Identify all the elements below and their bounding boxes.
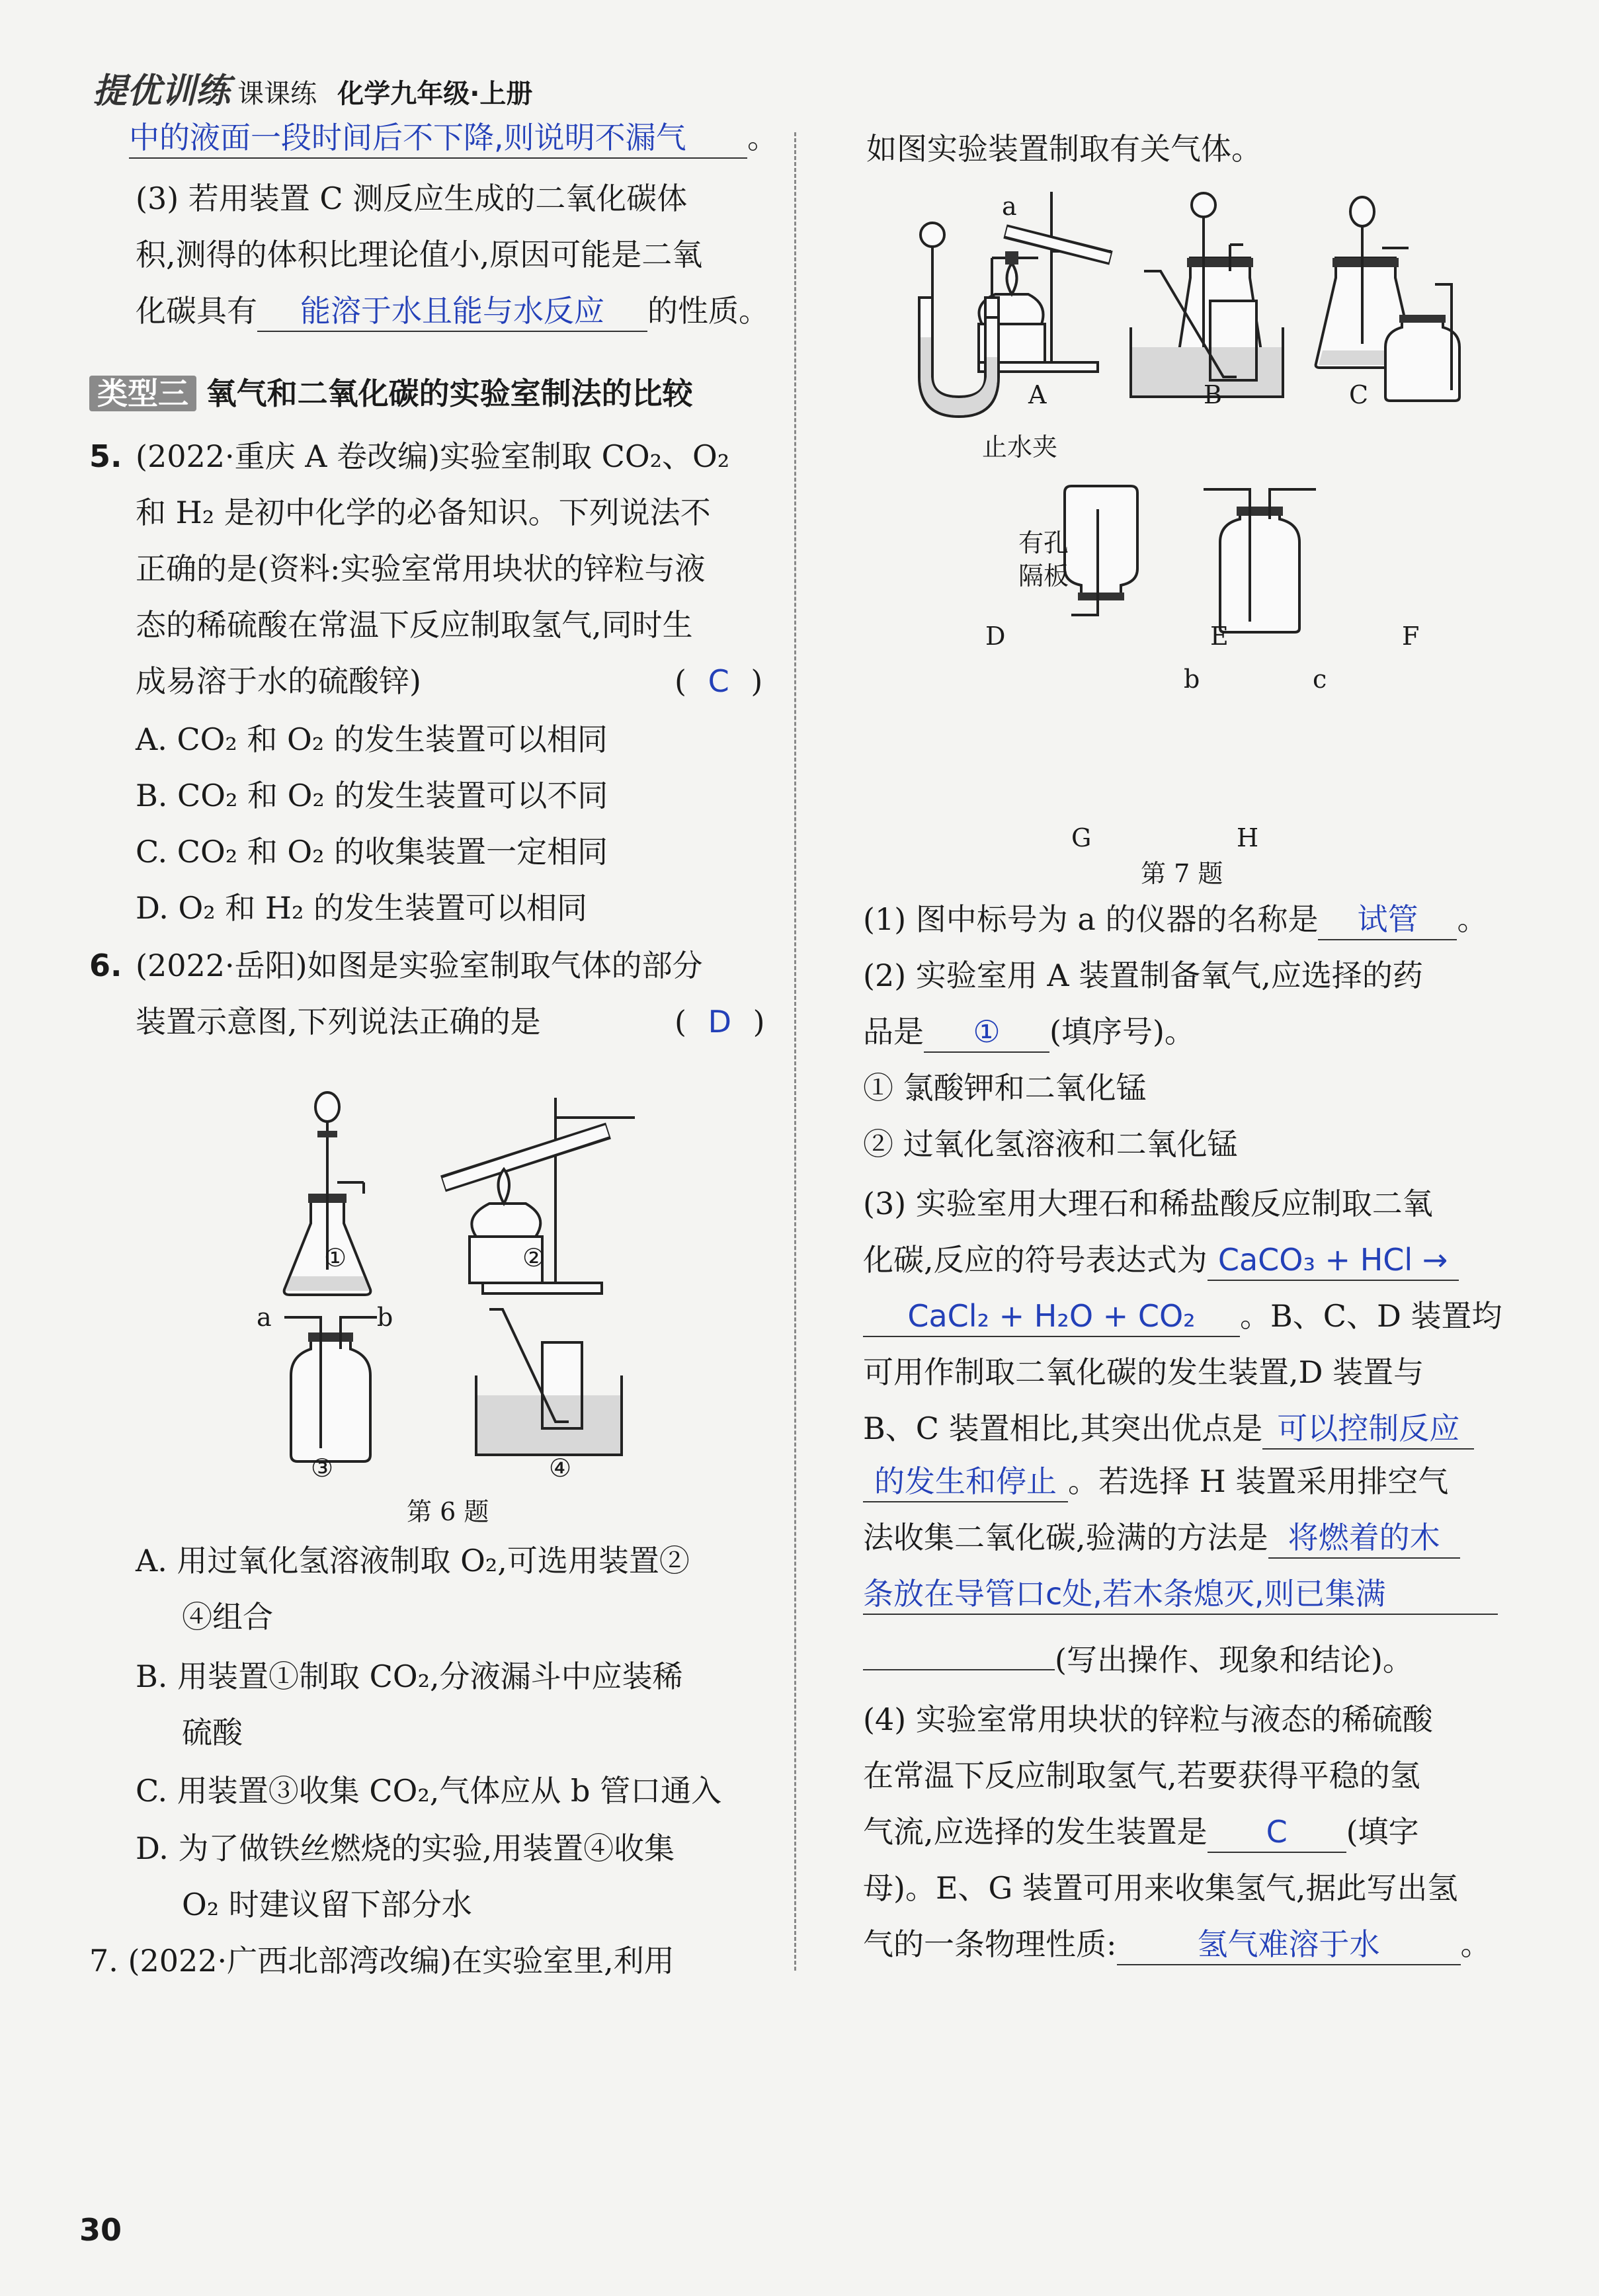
answer-blank: 中的液面一段时间后不下降,则说明不漏气 xyxy=(129,118,747,159)
text: 气的一条物理性质: xyxy=(863,1926,1117,1962)
q6-option-b-cont: 硫酸 xyxy=(182,1715,243,1750)
q6-answer-paren xyxy=(675,1002,765,1042)
text: (写出操作、现象和结论)。 xyxy=(1055,1642,1413,1678)
page-number: 30 xyxy=(79,2212,122,2248)
paren: ) xyxy=(751,663,763,699)
q6-option-d: D. 为了做铁丝燃烧的实验,用装置④收集 xyxy=(136,1830,675,1866)
apparatus-G xyxy=(1065,486,1137,615)
label-4: ④ xyxy=(549,1454,572,1483)
port-b: b xyxy=(377,1303,393,1332)
section-tag: 类型三 xyxy=(89,376,196,411)
q6-answer: D xyxy=(708,1004,731,1040)
section-heading xyxy=(89,374,693,413)
q7-part1 xyxy=(863,899,1487,940)
app-label-E: E xyxy=(1210,622,1229,651)
answer-blank: 将燃着的木 xyxy=(1268,1518,1460,1559)
text: 的性质。 xyxy=(647,293,769,329)
q7-part3-cont xyxy=(863,1461,1448,1502)
app-label-F: F xyxy=(1402,622,1420,651)
label-3: ③ xyxy=(311,1454,334,1483)
q6-option-a: A. 用过氧化氢溶液制取 O₂,可选用装置② xyxy=(136,1543,690,1578)
q7-part3-cont xyxy=(863,1518,1460,1559)
apparatus-H xyxy=(1204,489,1316,632)
brand-logo: 提优训练 xyxy=(93,71,231,111)
text: 化碳,反应的符号表达式为 xyxy=(863,1242,1208,1278)
answer-blank: 可以控制反应 xyxy=(1262,1409,1474,1450)
text: (填字 xyxy=(1346,1814,1419,1850)
q6-option-c: C. 用装置③收集 CO₂,气体应从 b 管口通入 xyxy=(136,1773,722,1809)
q6-option-d-cont: O₂ 时建议留下部分水 xyxy=(182,1887,472,1922)
book-title: 化学九年级·上册 xyxy=(337,79,533,109)
text: 。 xyxy=(1460,1926,1491,1962)
q7-part3-cont xyxy=(863,1240,1459,1281)
app-label-C: C xyxy=(1349,380,1369,409)
label-a: a xyxy=(1002,192,1017,221)
text: B、C 装置相比,其突出优点是 xyxy=(863,1411,1263,1446)
text: 品是 xyxy=(863,1014,924,1049)
text: (填序号)。 xyxy=(1049,1014,1195,1049)
q6-option-a-cont: ④组合 xyxy=(182,1599,273,1635)
label-plate-2: 隔板 xyxy=(1018,561,1069,591)
q5-answer-paren xyxy=(675,661,762,701)
q7-caption: 第 7 题 xyxy=(1141,859,1223,888)
answer-blank: 的发生和停止 xyxy=(863,1461,1068,1502)
text-line: 积,测得的体积比理论值小,原因可能是二氧 xyxy=(136,237,703,272)
q7-part4-cont xyxy=(863,1924,1491,1965)
q7-part4-cont: 母)。E、G 装置可用来收集氢气,据此写出氢 xyxy=(863,1870,1458,1906)
text: (1) 图中标号为 a 的仪器的名称是 xyxy=(863,901,1319,937)
q5-option-c: C. CO₂ 和 O₂ 的收集装置一定相同 xyxy=(136,834,608,870)
label-plate-1: 有孔 xyxy=(1018,528,1069,557)
label-c: c xyxy=(1313,665,1327,694)
paren: ( xyxy=(675,1004,686,1040)
q7-part3: (3) 实验室用大理石和稀盐酸反应制取二氧 xyxy=(863,1186,1433,1221)
q7-part4-cont: 在常温下反应制取氢气,若要获得平稳的氢 xyxy=(863,1758,1420,1793)
label-1: ① xyxy=(324,1243,347,1272)
q7-part2: (2) 实验室用 A 装置制备氧气,应选择的药 xyxy=(863,958,1423,993)
text: 。若选择 H 装置采用排空气 xyxy=(1068,1463,1449,1499)
column-divider xyxy=(794,132,796,1971)
q5-line: 态的稀硫酸在常温下反应制取氢气,同时生 xyxy=(136,607,693,643)
q7-part4: (4) 实验室常用块状的锌粒与液态的稀硫酸 xyxy=(863,1702,1433,1737)
q6-number: 6. xyxy=(89,948,122,983)
app-label-B: B xyxy=(1204,380,1222,409)
answer-blank: CaCO₃ + HCl → xyxy=(1208,1240,1459,1281)
q5-number: 5. xyxy=(89,438,122,474)
section-title: 氧气和二氧化碳的实验室制法的比较 xyxy=(206,376,693,411)
text: 。 xyxy=(1457,901,1488,937)
text: 。B、C、D 装置均 xyxy=(1240,1298,1502,1334)
text-line: (3) 若用装置 C 测反应生成的二氧化碳体 xyxy=(136,181,688,216)
q7-line: 7. (2022·广西北部湾改编)在实验室里,利用 xyxy=(89,1943,675,1979)
series-name: 课课练 xyxy=(237,79,317,109)
text: 法收集二氧化碳,验满的方法是 xyxy=(863,1520,1268,1555)
answer-blank: 氢气难溶于水 xyxy=(1117,1924,1461,1965)
app-label-A: A xyxy=(1028,380,1047,409)
answer-blank: CaCl₂ + H₂O + CO₂ xyxy=(863,1296,1240,1337)
app-label-H: H xyxy=(1237,823,1259,852)
apparatus-3-bottle xyxy=(284,1317,377,1461)
q5-line: 成易溶于水的硫酸锌) xyxy=(136,663,421,699)
label-2: ② xyxy=(522,1243,546,1272)
q5-answer: C xyxy=(708,663,729,699)
paren: ( xyxy=(675,663,686,699)
app-label-D: D xyxy=(985,622,1006,651)
q5-line: 和 H₂ 是初中化学的必备知识。下列说法不 xyxy=(136,495,711,530)
app-label-G: G xyxy=(1071,823,1092,852)
apparatus-4-trough xyxy=(476,1309,622,1455)
answer-blank: ① xyxy=(924,1012,1049,1053)
q6-line: (2022·岳阳)如图是实验室制取气体的部分 xyxy=(136,948,703,983)
q7-opt2: ② 过氧化氢溶液和二氧化锰 xyxy=(863,1126,1238,1162)
q7-part3-cont xyxy=(863,1296,1502,1337)
text: 气流,应选择的发生装置是 xyxy=(863,1814,1208,1850)
q7-part3-cont xyxy=(863,1409,1474,1450)
q7-part2-cont xyxy=(863,1012,1195,1053)
q7-part3-cont xyxy=(863,1574,1498,1615)
text: 化碳具有 xyxy=(136,293,257,329)
label-clamp: 止水夹 xyxy=(982,432,1058,462)
answer-blank: 试管 xyxy=(1318,899,1457,940)
answer-blank: C xyxy=(1208,1812,1346,1853)
answer-blank: 条放在导管口c处,若木条熄灭,则已集满 xyxy=(863,1574,1498,1615)
q5-option-a: A. CO₂ 和 O₂ 的发生装置可以相同 xyxy=(136,721,608,757)
q4-answer-line xyxy=(129,118,778,159)
answer-blank: 能溶于水且能与水反应 xyxy=(257,291,647,332)
q6-figure xyxy=(265,1085,701,1481)
q7-part3-cont: 可用作制取二氧化碳的发生装置,D 装置与 xyxy=(863,1354,1424,1390)
q6-caption: 第 6 题 xyxy=(407,1497,489,1526)
label-b: b xyxy=(1184,665,1200,694)
q5-line: 正确的是(资料:实验室常用块状的锌粒与液 xyxy=(136,551,706,587)
answer-blank xyxy=(863,1669,1055,1670)
paren: ) xyxy=(753,1004,765,1040)
q6-line: 装置示意图,下列说法正确的是 xyxy=(136,1004,541,1040)
q5-line: (2022·重庆 A 卷改编)实验室制取 CO₂、O₂ xyxy=(136,438,730,474)
q7-opt1: ① 氯酸钾和二氧化锰 xyxy=(863,1070,1147,1106)
text-line xyxy=(136,291,769,332)
q7-figure xyxy=(913,185,1508,866)
page-header xyxy=(93,63,532,109)
port-a: a xyxy=(257,1303,272,1332)
q7-part4-cont xyxy=(863,1812,1419,1853)
q5-option-d: D. O₂ 和 H₂ 的发生装置可以相同 xyxy=(136,890,588,926)
period: 。 xyxy=(747,120,778,155)
q7-intro: 如图实验装置制取有关气体。 xyxy=(866,131,1262,167)
q6-option-b: B. 用装置①制取 CO₂,分液漏斗中应装稀 xyxy=(136,1659,683,1694)
q5-option-b: B. CO₂ 和 O₂ 的发生装置可以不同 xyxy=(136,778,608,813)
q7-part3-cont xyxy=(863,1640,1413,1680)
